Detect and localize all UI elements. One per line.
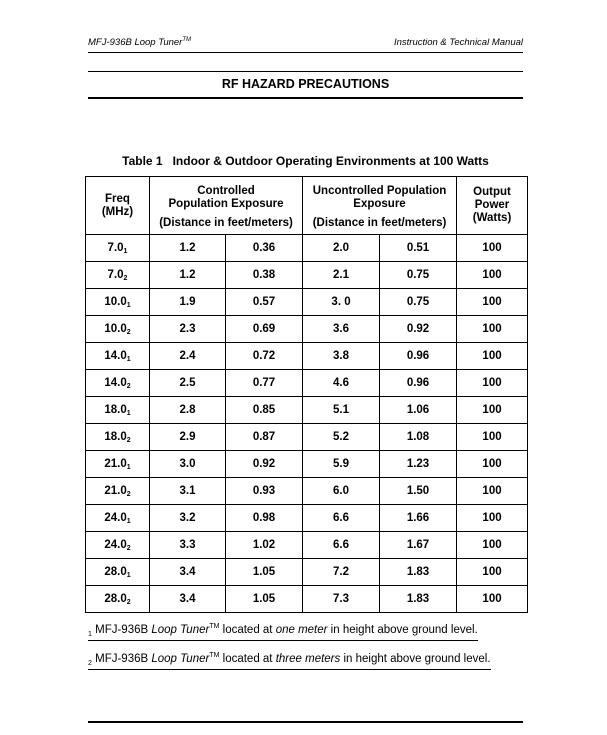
freq-value: 14.0 bbox=[104, 376, 127, 389]
col-header-uncontrolled bbox=[303, 177, 457, 235]
footnote-1-middle: located at bbox=[219, 623, 276, 636]
col-header-power bbox=[457, 177, 528, 235]
footnote-2-middle: located at bbox=[219, 652, 276, 665]
cell-uncontrolled-meters: 1.83 bbox=[380, 586, 457, 613]
cell-uncontrolled-feet: 2.1 bbox=[303, 262, 380, 289]
cell-uncontrolled-meters: 1.67 bbox=[380, 532, 457, 559]
cell-controlled-meters: 1.02 bbox=[226, 532, 303, 559]
footnote-2-height: three meters bbox=[275, 652, 341, 665]
table-row bbox=[86, 586, 528, 613]
cell-controlled-meters: 0.77 bbox=[226, 370, 303, 397]
freq-value: 10.0 bbox=[104, 322, 127, 335]
cell-output-power: 100 bbox=[457, 505, 528, 532]
footnote-2-mark: 2 bbox=[88, 660, 92, 668]
cell-controlled-meters: 0.36 bbox=[226, 235, 303, 262]
cell-controlled-meters: 0.57 bbox=[226, 289, 303, 316]
cell-controlled-feet: 3.1 bbox=[150, 478, 226, 505]
title-top-rule bbox=[88, 71, 523, 72]
cell-uncontrolled-feet: 6.6 bbox=[303, 505, 380, 532]
cell-output-power: 100 bbox=[457, 262, 528, 289]
cell-freq bbox=[86, 262, 150, 289]
running-header-left bbox=[88, 37, 191, 48]
cell-uncontrolled-meters: 1.66 bbox=[380, 505, 457, 532]
cell-controlled-meters: 0.93 bbox=[226, 478, 303, 505]
cell-freq bbox=[86, 397, 150, 424]
cell-output-power: 100 bbox=[457, 397, 528, 424]
table-row bbox=[86, 478, 528, 505]
cell-output-power: 100 bbox=[457, 316, 528, 343]
cell-freq bbox=[86, 559, 150, 586]
col-header-uncontrolled-sub: (Distance in feet/meters) bbox=[312, 216, 447, 229]
header-trademark: TM bbox=[182, 37, 192, 43]
cell-controlled-feet: 3.4 bbox=[150, 559, 226, 586]
col-header-freq-label: Freq (MHz) bbox=[101, 192, 134, 218]
freq-value: 24.0 bbox=[104, 538, 127, 551]
footnote-2-prefix: MFJ-936B bbox=[95, 652, 152, 665]
freq-footnote-mark: 2 bbox=[123, 274, 128, 282]
col-header-controlled-sub: (Distance in feet/meters) bbox=[159, 216, 293, 229]
cell-uncontrolled-feet: 5.9 bbox=[303, 451, 380, 478]
table-row bbox=[86, 289, 528, 316]
cell-controlled-feet: 3.0 bbox=[150, 451, 226, 478]
table-row bbox=[86, 559, 528, 586]
freq-footnote-mark: 2 bbox=[126, 598, 131, 606]
table-caption: Table 1 Indoor & Outdoor Operating Environments at 100 Watts bbox=[122, 154, 489, 168]
cell-output-power: 100 bbox=[457, 370, 528, 397]
cell-controlled-meters: 1.05 bbox=[226, 586, 303, 613]
freq-value: 14.0 bbox=[104, 349, 127, 362]
freq-value: 21.0 bbox=[104, 457, 127, 470]
cell-controlled-meters: 0.87 bbox=[226, 424, 303, 451]
cell-output-power: 100 bbox=[457, 586, 528, 613]
cell-uncontrolled-meters: 0.92 bbox=[380, 316, 457, 343]
cell-freq bbox=[86, 424, 150, 451]
cell-uncontrolled-feet: 7.2 bbox=[303, 559, 380, 586]
cell-controlled-feet: 2.3 bbox=[150, 316, 226, 343]
footnote-1-prefix: MFJ-936B bbox=[95, 623, 152, 636]
section-title: RF HAZARD PRECAUTIONS bbox=[221, 77, 390, 91]
cell-uncontrolled-meters: 0.96 bbox=[380, 370, 457, 397]
cell-controlled-meters: 0.69 bbox=[226, 316, 303, 343]
cell-freq bbox=[86, 586, 150, 613]
cell-uncontrolled-meters: 0.75 bbox=[380, 289, 457, 316]
cell-controlled-feet: 2.8 bbox=[150, 397, 226, 424]
title-bottom-rule bbox=[88, 97, 523, 99]
cell-uncontrolled-feet: 3.8 bbox=[303, 343, 380, 370]
cell-freq bbox=[86, 316, 150, 343]
cell-uncontrolled-meters: 1.50 bbox=[380, 478, 457, 505]
freq-footnote-mark: 1 bbox=[126, 409, 131, 417]
cell-output-power: 100 bbox=[457, 559, 528, 586]
cell-uncontrolled-feet: 2.0 bbox=[303, 235, 380, 262]
freq-footnote-mark: 2 bbox=[126, 382, 131, 390]
cell-output-power: 100 bbox=[457, 424, 528, 451]
running-header-right: Instruction & Technical Manual bbox=[393, 37, 523, 48]
freq-footnote-mark: 2 bbox=[126, 436, 131, 444]
cell-controlled-meters: 0.38 bbox=[226, 262, 303, 289]
cell-freq bbox=[86, 343, 150, 370]
cell-controlled-meters: 1.05 bbox=[226, 559, 303, 586]
table-row bbox=[86, 343, 528, 370]
freq-value: 21.0 bbox=[104, 484, 127, 497]
cell-controlled-feet: 2.9 bbox=[150, 424, 226, 451]
footnote-1-tm: TM bbox=[209, 623, 220, 630]
cell-controlled-feet: 2.4 bbox=[150, 343, 226, 370]
header-product: MFJ-936B Loop Tuner bbox=[88, 37, 183, 49]
freq-footnote-mark: 1 bbox=[126, 301, 131, 309]
cell-controlled-meters: 0.72 bbox=[226, 343, 303, 370]
col-header-controlled bbox=[150, 177, 303, 235]
cell-controlled-meters: 0.92 bbox=[226, 451, 303, 478]
cell-freq bbox=[86, 478, 150, 505]
cell-uncontrolled-feet: 5.2 bbox=[303, 424, 380, 451]
col-header-controlled-label: Controlled Population Exposure bbox=[168, 184, 284, 210]
table-row bbox=[86, 532, 528, 559]
cell-controlled-feet: 1.2 bbox=[150, 262, 226, 289]
cell-controlled-feet: 3.3 bbox=[150, 532, 226, 559]
cell-uncontrolled-feet: 6.6 bbox=[303, 532, 380, 559]
cell-controlled-feet: 3.2 bbox=[150, 505, 226, 532]
table-row bbox=[86, 262, 528, 289]
cell-controlled-feet: 1.9 bbox=[150, 289, 226, 316]
table-row bbox=[86, 505, 528, 532]
freq-value: 18.0 bbox=[104, 403, 127, 416]
footnote-1-height: one meter bbox=[275, 623, 328, 636]
freq-footnote-mark: 2 bbox=[126, 490, 131, 498]
table-row bbox=[86, 451, 528, 478]
cell-freq bbox=[86, 505, 150, 532]
freq-footnote-mark: 2 bbox=[126, 544, 131, 552]
header-rule bbox=[88, 52, 523, 53]
cell-uncontrolled-meters: 1.83 bbox=[380, 559, 457, 586]
footnote-1-mark: 1 bbox=[88, 631, 92, 639]
cell-controlled-meters: 0.98 bbox=[226, 505, 303, 532]
cell-output-power: 100 bbox=[457, 289, 528, 316]
cell-freq bbox=[86, 370, 150, 397]
cell-uncontrolled-feet: 7.3 bbox=[303, 586, 380, 613]
freq-value: 24.0 bbox=[104, 511, 127, 524]
cell-freq bbox=[86, 532, 150, 559]
cell-output-power: 100 bbox=[457, 343, 528, 370]
cell-uncontrolled-meters: 1.23 bbox=[380, 451, 457, 478]
footer-rule bbox=[88, 721, 523, 723]
table-row bbox=[86, 235, 528, 262]
freq-footnote-mark: 1 bbox=[123, 247, 128, 255]
freq-value: 28.0 bbox=[104, 565, 127, 578]
cell-uncontrolled-meters: 0.51 bbox=[380, 235, 457, 262]
footnote-2-product: Loop Tuner bbox=[151, 652, 210, 665]
cell-controlled-feet: 2.5 bbox=[150, 370, 226, 397]
cell-uncontrolled-meters: 1.06 bbox=[380, 397, 457, 424]
footnote-2-tm: TM bbox=[209, 652, 220, 659]
freq-value: 28.0 bbox=[104, 592, 127, 605]
cell-controlled-feet: 3.4 bbox=[150, 586, 226, 613]
table-row bbox=[86, 397, 528, 424]
col-header-power-label: Output Power (Watts) bbox=[472, 186, 512, 224]
cell-controlled-feet: 1.2 bbox=[150, 235, 226, 262]
cell-uncontrolled-feet: 5.1 bbox=[303, 397, 380, 424]
cell-uncontrolled-meters: 0.75 bbox=[380, 262, 457, 289]
table-row bbox=[86, 370, 528, 397]
freq-footnote-mark: 2 bbox=[126, 328, 131, 336]
cell-freq bbox=[86, 451, 150, 478]
footnote-2 bbox=[88, 652, 491, 670]
cell-uncontrolled-meters: 1.08 bbox=[380, 424, 457, 451]
freq-footnote-mark: 1 bbox=[126, 517, 131, 525]
cell-uncontrolled-feet: 3.6 bbox=[303, 316, 380, 343]
cell-controlled-meters: 0.85 bbox=[226, 397, 303, 424]
cell-uncontrolled-feet: 3. 0 bbox=[303, 289, 380, 316]
freq-footnote-mark: 1 bbox=[126, 571, 131, 579]
freq-value: 7.0 bbox=[107, 268, 124, 281]
cell-output-power: 100 bbox=[457, 478, 528, 505]
freq-footnote-mark: 1 bbox=[126, 355, 131, 363]
cell-output-power: 100 bbox=[457, 532, 528, 559]
cell-output-power: 100 bbox=[457, 451, 528, 478]
freq-value: 10.0 bbox=[104, 295, 127, 308]
table-row bbox=[86, 424, 528, 451]
cell-freq bbox=[86, 235, 150, 262]
footnote-1-product: Loop Tuner bbox=[151, 623, 210, 636]
col-header-freq bbox=[86, 177, 150, 235]
cell-uncontrolled-feet: 6.0 bbox=[303, 478, 380, 505]
table-row bbox=[86, 316, 528, 343]
cell-uncontrolled-meters: 0.96 bbox=[380, 343, 457, 370]
rf-exposure-table bbox=[85, 176, 528, 613]
cell-output-power: 100 bbox=[457, 235, 528, 262]
footnote-1 bbox=[88, 623, 478, 641]
cell-freq bbox=[86, 289, 150, 316]
footnote-2-suffix: in height above ground level. bbox=[340, 652, 491, 665]
freq-value: 18.0 bbox=[104, 430, 127, 443]
freq-value: 7.0 bbox=[107, 241, 124, 254]
col-header-uncontrolled-label: Uncontrolled Population Exposure bbox=[312, 184, 447, 210]
freq-footnote-mark: 1 bbox=[126, 463, 131, 471]
cell-uncontrolled-feet: 4.6 bbox=[303, 370, 380, 397]
footnote-1-suffix: in height above ground level. bbox=[327, 623, 478, 636]
